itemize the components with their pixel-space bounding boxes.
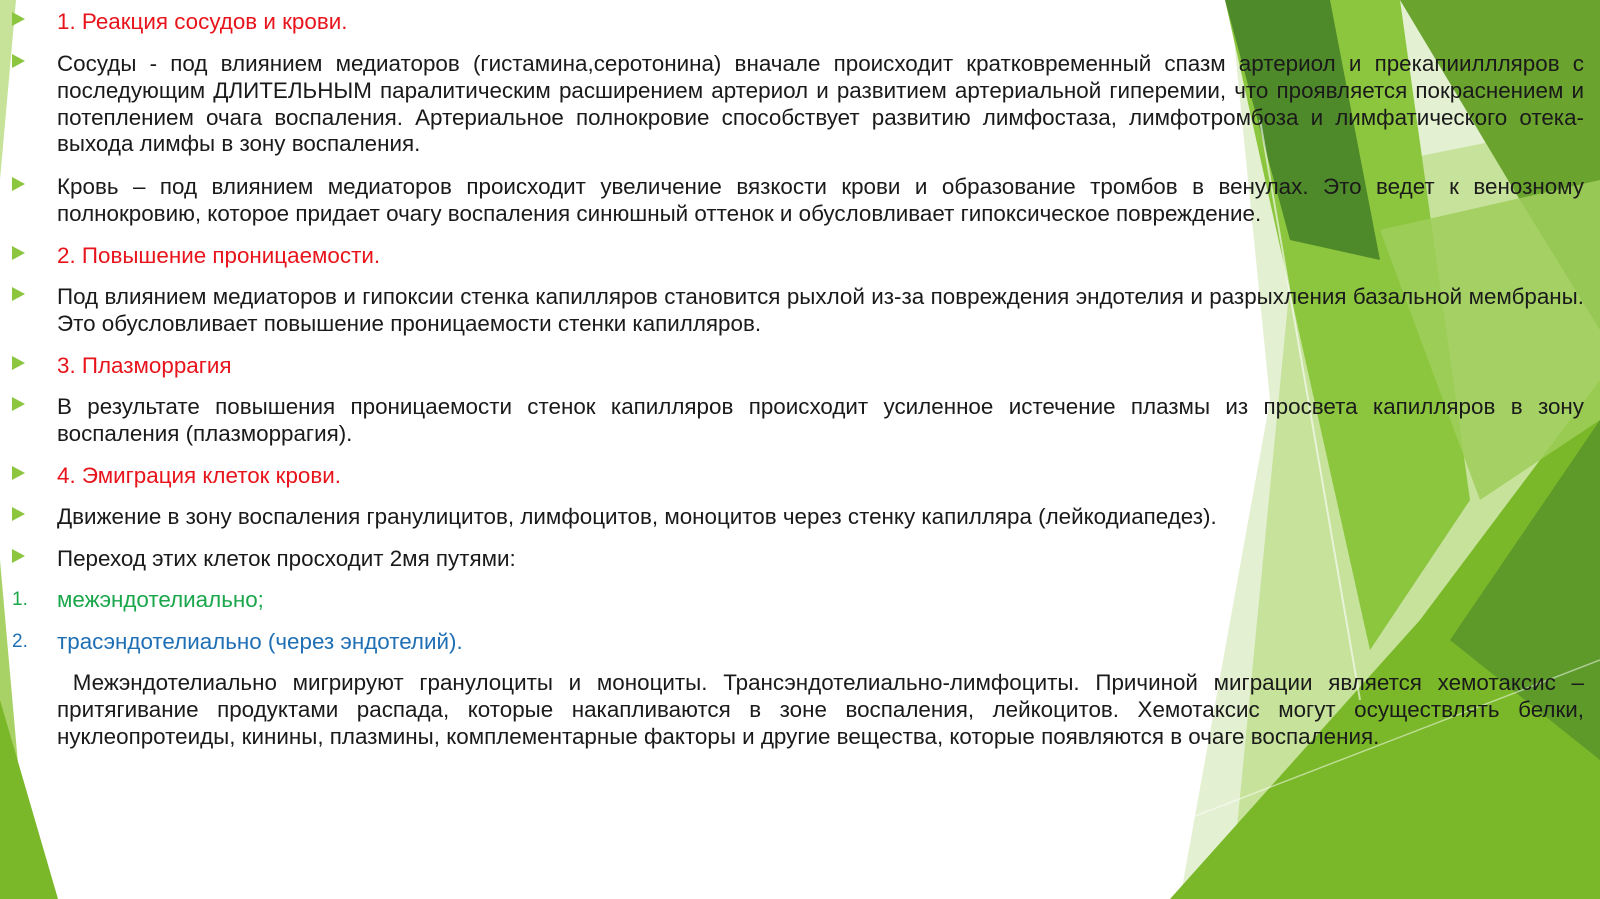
section-heading: 3. Плазморрагия (57, 353, 232, 378)
paragraph-plasmorrhagia: В результате повышения проницаемости стенок капилляров происходит усиленное истечение плазмы из просвета капилляров в зону воспаления (плазморрагия). (57, 394, 1584, 446)
list-number: 2. (12, 631, 28, 652)
paragraph-chemotaxis: Межэндотелиально мигрируют гранулоциты и моноциты. Трансэндотелиально-лимфоциты. Причиной миграции является хемотаксис – притягивание продуктами распада, которые накапливаются в зоне воспаления, лейкоцитов. Хемотаксис могут осуществлять белки, нуклеопротеиды, кинины, плазмины, комплементарные факторы и другие вещества, которые появляются в очаге воспаления. (57, 670, 1591, 749)
section-heading: 2. Повышение проницаемости. (57, 243, 381, 268)
section-heading: 1. Реакция сосудов и крови. (57, 9, 348, 34)
paragraph-vessels: Сосуды - под влиянием медиаторов (гистамина,серотонина) вначале происходит кратковременный спазм артериол и прекапииллляров с последующим ДЛИТЕЛЬНЫМ паралитическим расширением артериол и развитием артериальной гиперемии, что проявляется покраснением и потеплением очага воспаления. Артериальное полнокровие способствует развитию лимфостаза, лимфотромбоза и лимфатического отека- выхода лимфы в зону воспаления. (57, 51, 1584, 157)
paragraph-permeability: Под влиянием медиаторов и гипоксии стенка капилляров становится рыхлой из-за повреждения эндотелия и разрыхления базальной мембраны. Это обусловливает повышение проницаемости стенки капилляров. (57, 284, 1584, 336)
numbered-text: межэндотелиально; (57, 587, 264, 612)
section-heading: 4. Эмиграция клеток крови. (57, 463, 342, 488)
numbered-text: трасэндотелиально (через эндотелий). (57, 629, 463, 654)
paragraph-pathways: Переход этих клеток просходит 2мя путями: (57, 546, 516, 571)
list-number: 1. (12, 589, 28, 610)
paragraph-blood: Кровь – под влиянием медиаторов происходит увеличение вязкости крови и образование тромбов в венулах. Это ведет к венозному полнокровию, которое придает очагу воспаления синюшный оттенок и обусловливает гипоксическое повреждение. (57, 174, 1584, 226)
paragraph-emigration: Движение в зону воспаления гранулицитов, лимфоцитов, моноцитов через стенку капилляра (лейкодиапедез). (57, 504, 1217, 529)
